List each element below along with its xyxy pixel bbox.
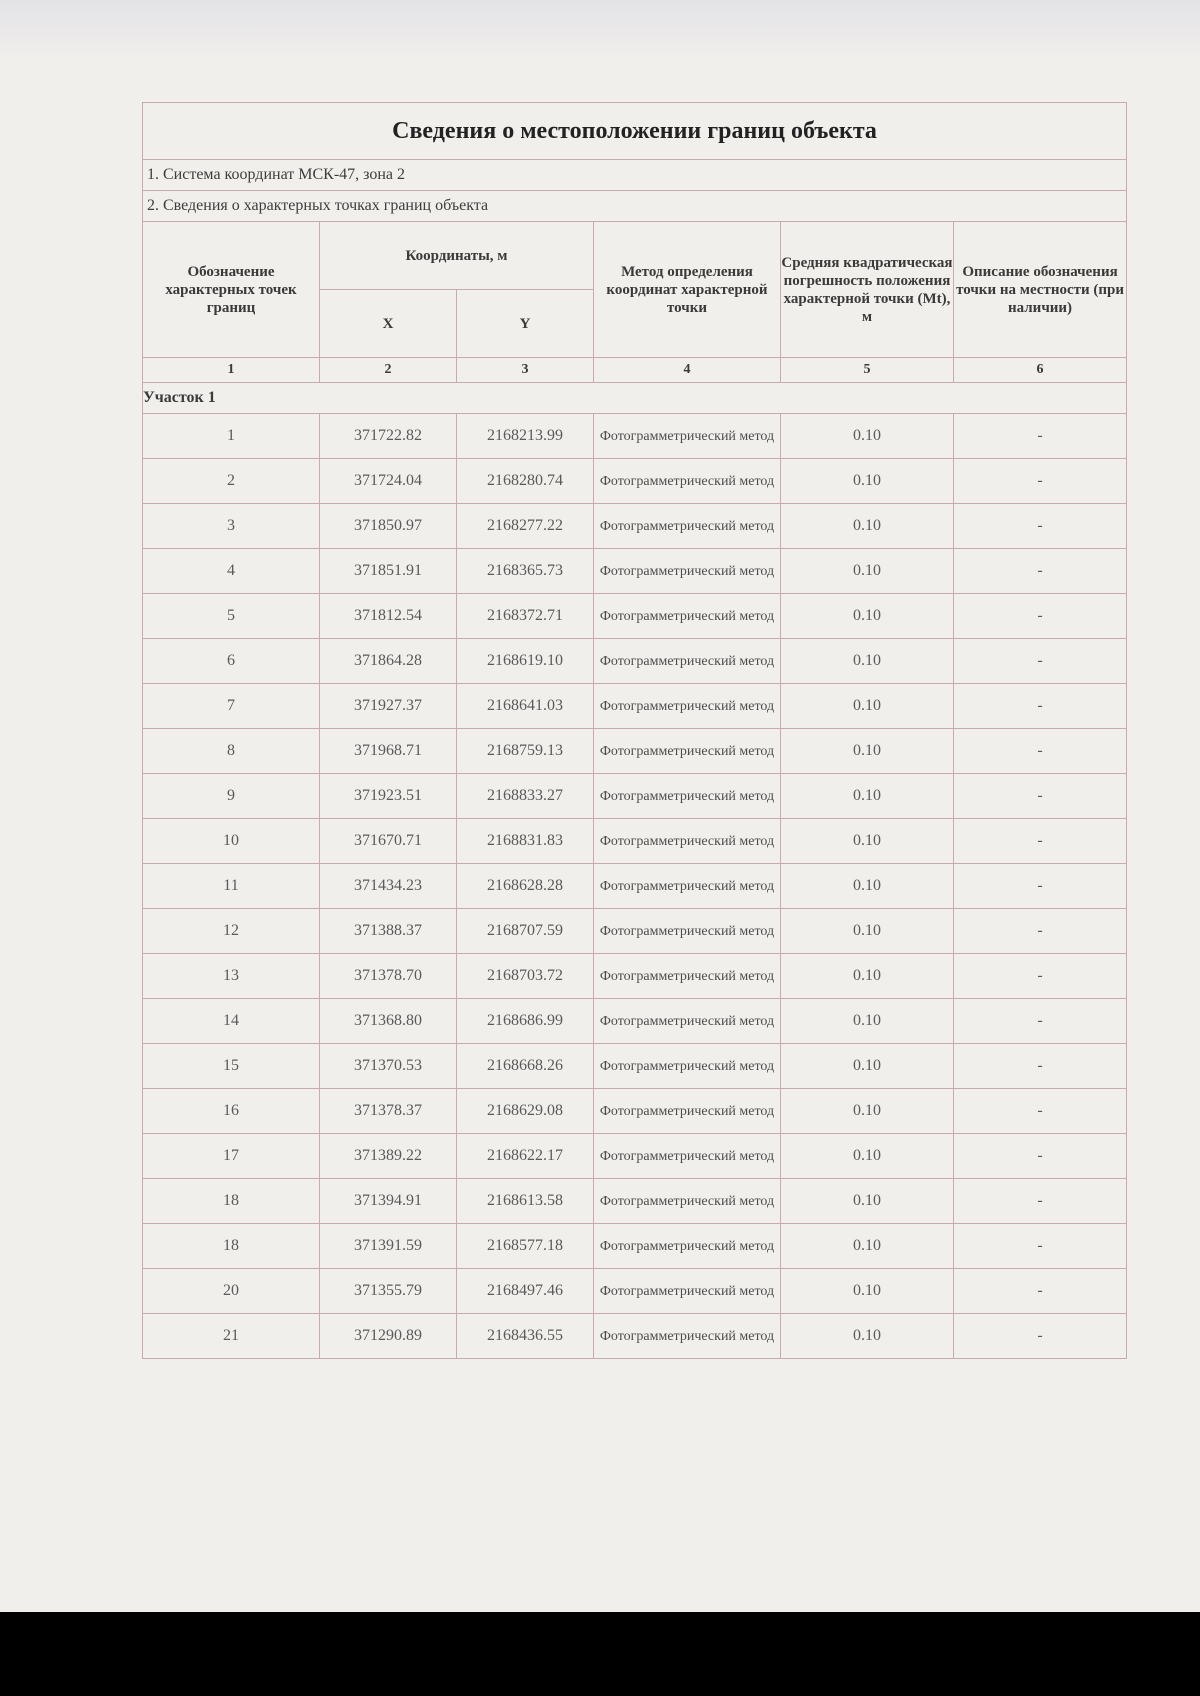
header-coordinates: Координаты, м [320, 222, 594, 290]
error-cell: 0.10 [781, 999, 954, 1044]
method-cell: Фотограмметрический метод [594, 864, 781, 909]
method-cell: Фотограмметрический метод [594, 999, 781, 1044]
y-coordinate-cell: 2168686.99 [457, 999, 594, 1044]
point-number-cell: 9 [143, 774, 320, 819]
method-cell: Фотограмметрический метод [594, 1269, 781, 1314]
method-cell: Фотограмметрический метод [594, 1314, 781, 1359]
x-coordinate-cell: 371378.37 [320, 1089, 457, 1134]
point-number-cell: 15 [143, 1044, 320, 1089]
method-cell: Фотограмметрический метод [594, 549, 781, 594]
method-cell: Фотограмметрический метод [594, 594, 781, 639]
point-number-cell: 3 [143, 504, 320, 549]
column-number: 1 [143, 358, 320, 383]
method-cell: Фотограмметрический метод [594, 639, 781, 684]
y-coordinate-cell: 2168436.55 [457, 1314, 594, 1359]
x-coordinate-cell: 371370.53 [320, 1044, 457, 1089]
error-cell: 0.10 [781, 909, 954, 954]
x-coordinate-cell: 371850.97 [320, 504, 457, 549]
x-coordinate-cell: 371722.82 [320, 414, 457, 459]
x-coordinate-cell: 371724.04 [320, 459, 457, 504]
error-cell: 0.10 [781, 1269, 954, 1314]
table-row [143, 1179, 1127, 1224]
method-cell: Фотограмметрический метод [594, 504, 781, 549]
table-row [143, 999, 1127, 1044]
error-cell: 0.10 [781, 684, 954, 729]
x-coordinate-cell: 371670.71 [320, 819, 457, 864]
error-cell: 0.10 [781, 414, 954, 459]
y-coordinate-cell: 2168833.27 [457, 774, 594, 819]
point-number-cell: 12 [143, 909, 320, 954]
x-coordinate-cell: 371851.91 [320, 549, 457, 594]
description-cell: - [954, 819, 1127, 864]
method-cell: Фотограмметрический метод [594, 819, 781, 864]
error-cell: 0.10 [781, 1224, 954, 1269]
point-number-cell: 13 [143, 954, 320, 999]
point-number-cell: 4 [143, 549, 320, 594]
point-number-cell: 11 [143, 864, 320, 909]
description-cell: - [954, 594, 1127, 639]
error-cell: 0.10 [781, 1314, 954, 1359]
point-number-cell: 20 [143, 1269, 320, 1314]
x-coordinate-cell: 371812.54 [320, 594, 457, 639]
y-coordinate-cell: 2168707.59 [457, 909, 594, 954]
table-row [143, 909, 1127, 954]
description-cell: - [954, 1179, 1127, 1224]
point-number-cell: 10 [143, 819, 320, 864]
method-cell: Фотограмметрический метод [594, 459, 781, 504]
error-cell: 0.10 [781, 1134, 954, 1179]
description-cell: - [954, 1269, 1127, 1314]
point-number-cell: 6 [143, 639, 320, 684]
section-label: Участок 1 [143, 383, 1127, 414]
description-cell: - [954, 774, 1127, 819]
error-cell: 0.10 [781, 954, 954, 999]
point-number-cell: 7 [143, 684, 320, 729]
header-y: Y [457, 290, 594, 358]
description-cell: - [954, 639, 1127, 684]
document-title: Сведения о местоположении границ объекта [143, 103, 1127, 160]
point-number-cell: 21 [143, 1314, 320, 1359]
y-coordinate-cell: 2168619.10 [457, 639, 594, 684]
y-coordinate-cell: 2168280.74 [457, 459, 594, 504]
header-mean-square-error: Средняя квадратическая погрешность положения характерной точки (Mt), м [781, 222, 954, 358]
description-cell: - [954, 729, 1127, 774]
description-cell: - [954, 1224, 1127, 1269]
table-row [143, 684, 1127, 729]
y-coordinate-cell: 2168213.99 [457, 414, 594, 459]
point-number-cell: 1 [143, 414, 320, 459]
x-coordinate-cell: 371434.23 [320, 864, 457, 909]
error-cell: 0.10 [781, 549, 954, 594]
point-number-cell: 8 [143, 729, 320, 774]
scan-top-shadow [0, 0, 1200, 60]
y-coordinate-cell: 2168577.18 [457, 1224, 594, 1269]
column-number: 5 [781, 358, 954, 383]
description-cell: - [954, 684, 1127, 729]
point-number-cell: 2 [143, 459, 320, 504]
x-coordinate-cell: 371864.28 [320, 639, 457, 684]
y-coordinate-cell: 2168703.72 [457, 954, 594, 999]
description-cell: - [954, 504, 1127, 549]
y-coordinate-cell: 2168497.46 [457, 1269, 594, 1314]
y-coordinate-cell: 2168759.13 [457, 729, 594, 774]
y-coordinate-cell: 2168613.58 [457, 1179, 594, 1224]
description-cell: - [954, 909, 1127, 954]
y-coordinate-cell: 2168372.71 [457, 594, 594, 639]
description-cell: - [954, 1044, 1127, 1089]
y-coordinate-cell: 2168641.03 [457, 684, 594, 729]
method-cell: Фотограмметрический метод [594, 1089, 781, 1134]
y-coordinate-cell: 2168365.73 [457, 549, 594, 594]
error-cell: 0.10 [781, 729, 954, 774]
x-coordinate-cell: 371968.71 [320, 729, 457, 774]
error-cell: 0.10 [781, 594, 954, 639]
x-coordinate-cell: 371927.37 [320, 684, 457, 729]
x-coordinate-cell: 371394.91 [320, 1179, 457, 1224]
table-row [143, 954, 1127, 999]
error-cell: 0.10 [781, 864, 954, 909]
column-number: 4 [594, 358, 781, 383]
x-coordinate-cell: 371389.22 [320, 1134, 457, 1179]
method-cell: Фотограмметрический метод [594, 414, 781, 459]
header-point-designation: Обозначение характерных точек границ [143, 222, 320, 358]
header-x: X [320, 290, 457, 358]
table-row [143, 729, 1127, 774]
description-cell: - [954, 1314, 1127, 1359]
point-number-cell: 18 [143, 1224, 320, 1269]
description-cell: - [954, 864, 1127, 909]
point-number-cell: 18 [143, 1179, 320, 1224]
description-cell: - [954, 1089, 1127, 1134]
x-coordinate-cell: 371355.79 [320, 1269, 457, 1314]
table-row [143, 549, 1127, 594]
y-coordinate-cell: 2168668.26 [457, 1044, 594, 1089]
error-cell: 0.10 [781, 774, 954, 819]
column-number: 6 [954, 358, 1127, 383]
column-number: 2 [320, 358, 457, 383]
table-row [143, 1089, 1127, 1134]
boundary-points-table [142, 102, 1127, 1359]
x-coordinate-cell: 371378.70 [320, 954, 457, 999]
method-cell: Фотограмметрический метод [594, 729, 781, 774]
x-coordinate-cell: 371391.59 [320, 1224, 457, 1269]
description-cell: - [954, 459, 1127, 504]
table-row [143, 504, 1127, 549]
y-coordinate-cell: 2168831.83 [457, 819, 594, 864]
x-coordinate-cell: 371368.80 [320, 999, 457, 1044]
table-row [143, 1224, 1127, 1269]
method-cell: Фотограмметрический метод [594, 1179, 781, 1224]
error-cell: 0.10 [781, 504, 954, 549]
y-coordinate-cell: 2168629.08 [457, 1089, 594, 1134]
error-cell: 0.10 [781, 819, 954, 864]
error-cell: 0.10 [781, 1089, 954, 1134]
error-cell: 0.10 [781, 1179, 954, 1224]
point-number-cell: 16 [143, 1089, 320, 1134]
method-cell: Фотограмметрический метод [594, 1134, 781, 1179]
table-row [143, 414, 1127, 459]
description-cell: - [954, 414, 1127, 459]
points-info-line: 2. Сведения о характерных точках границ объекта [143, 191, 1127, 222]
description-cell: - [954, 954, 1127, 999]
table-row [143, 1269, 1127, 1314]
column-number: 3 [457, 358, 594, 383]
table-row [143, 819, 1127, 864]
table-row [143, 1044, 1127, 1089]
x-coordinate-cell: 371290.89 [320, 1314, 457, 1359]
y-coordinate-cell: 2168277.22 [457, 504, 594, 549]
method-cell: Фотограмметрический метод [594, 684, 781, 729]
x-coordinate-cell: 371923.51 [320, 774, 457, 819]
table-row [143, 639, 1127, 684]
method-cell: Фотограмметрический метод [594, 774, 781, 819]
x-coordinate-cell: 371388.37 [320, 909, 457, 954]
error-cell: 0.10 [781, 459, 954, 504]
header-description: Описание обозначения точки на местности (при наличии) [954, 222, 1127, 358]
method-cell: Фотограмметрический метод [594, 954, 781, 999]
error-cell: 0.10 [781, 639, 954, 684]
header-method: Метод определения координат характерной точки [594, 222, 781, 358]
error-cell: 0.10 [781, 1044, 954, 1089]
scan-bottom-border [0, 1612, 1200, 1696]
y-coordinate-cell: 2168628.28 [457, 864, 594, 909]
table-row [143, 1134, 1127, 1179]
table-row [143, 774, 1127, 819]
table-row [143, 594, 1127, 639]
y-coordinate-cell: 2168622.17 [457, 1134, 594, 1179]
method-cell: Фотограмметрический метод [594, 1044, 781, 1089]
point-number-cell: 17 [143, 1134, 320, 1179]
description-cell: - [954, 549, 1127, 594]
table-row [143, 864, 1127, 909]
point-number-cell: 14 [143, 999, 320, 1044]
table-row [143, 1314, 1127, 1359]
coordinate-system-line: 1. Система координат МСК-47, зона 2 [143, 160, 1127, 191]
point-number-cell: 5 [143, 594, 320, 639]
table-row [143, 459, 1127, 504]
method-cell: Фотограмметрический метод [594, 909, 781, 954]
method-cell: Фотограмметрический метод [594, 1224, 781, 1269]
description-cell: - [954, 1134, 1127, 1179]
description-cell: - [954, 999, 1127, 1044]
